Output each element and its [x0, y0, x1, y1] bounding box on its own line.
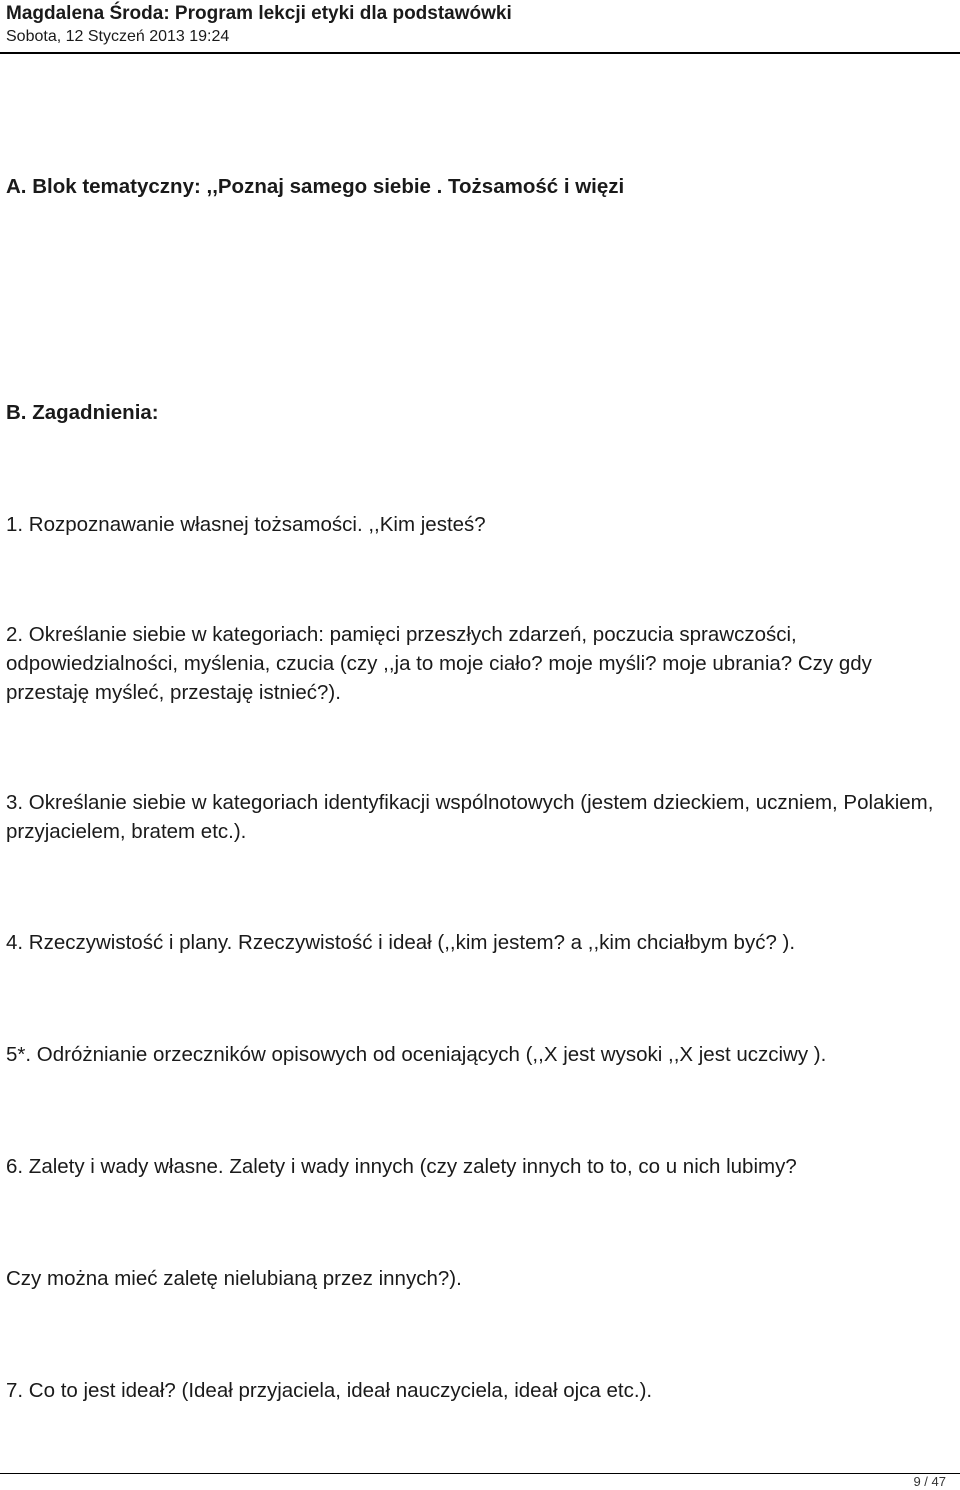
list-item-6: 6. Zalety i wady własne. Zalety i wady innych (czy zalety innych to to, co u nich lubimy?: [6, 1155, 797, 1178]
section-b-heading: B. Zagadnienia:: [6, 401, 159, 424]
list-item-5: 5*. Odróżnianie orzeczników opisowych od oceniających (,,X jest wysoki ,,X jest uczciwy ).: [6, 1043, 827, 1066]
document-date: Sobota, 12 Styczeń 2013 19:24: [6, 28, 230, 45]
header-divider: [0, 52, 960, 54]
list-item-2: 2. Określanie siebie w kategoriach: pamięci przeszłych zdarzeń, poczucia sprawczości, odpowiedzialności, myślenia, czucia (czy ,,ja to moje ciało? moje myśli? moje ubrania? Czy gdy przestaję myśleć, przestaję istnieć?).: [6, 623, 872, 704]
footer-divider: [0, 1473, 960, 1474]
list-item-3: 3. Określanie siebie w kategoriach identyfikacji wspólnotowych (jestem dzieckiem, uczniem, Polakiem, przyjacielem, bratem etc.).: [6, 791, 934, 843]
section-a-heading: A. Blok tematyczny: ,,Poznaj samego siebie . Tożsamość i więzi: [6, 175, 625, 198]
list-item-4: 4. Rzeczywistość i plany. Rzeczywistość i ideał (,,kim jestem? a ,,kim chciałbym być? ).: [6, 931, 796, 954]
list-item-1: 1. Rozpoznawanie własnej tożsamości. ,,Kim jesteś?: [6, 513, 486, 536]
document-title: Magdalena Środa: Program lekcji etyki dla podstawówki: [6, 3, 512, 24]
list-item-6-continuation: Czy można mieć zaletę nielubianą przez innych?).: [6, 1267, 462, 1290]
page-header: [6, 0, 954, 48]
list-item-7: 7. Co to jest ideał? (Ideał przyjaciela, ideał nauczyciela, ideał ojca etc.).: [6, 1379, 653, 1402]
page-number: 9 / 47: [913, 1474, 946, 1489]
